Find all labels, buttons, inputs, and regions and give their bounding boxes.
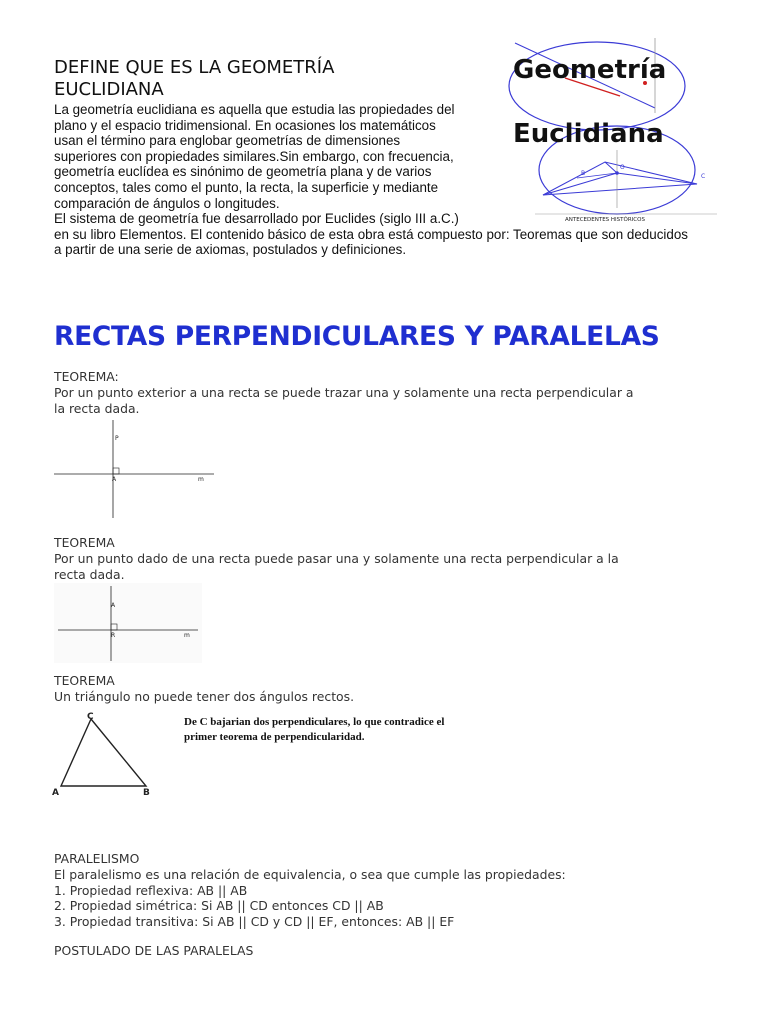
theorem-1-text: TEOREMA: Por un punto exterior a una recta se puede trazar una y solamente una recta perpendicular a la recta dada. [54, 369, 634, 416]
geometria-euclidiana-image [505, 38, 727, 222]
svg-text:A: A [52, 788, 59, 798]
postulado-heading: POSTULADO DE LAS PARALELAS [54, 943, 254, 958]
svg-text:C: C [701, 173, 706, 180]
section-heading-geometria: DEFINE QUE ES LA GEOMETRÍA EUCLIDIANA [54, 57, 335, 100]
svg-text:m: m [184, 632, 190, 639]
svg-text:B: B [143, 788, 150, 798]
svg-text:A: A [112, 476, 117, 483]
paralelismo-section: PARALELISMO El paralelismo es una relación de equivalencia, o sea que cumple las propiedades: 1. Propiedad reflexiva: AB || AB 2. Propiedad simétrica: Si AB || CD entonces CD || AB 3. Propiedad transitiva: Si AB || CD y CD || EF, entonces: AB || EF [54, 851, 566, 930]
theorem-3-triangle-figure [50, 710, 160, 798]
section-heading-rectas: RECTAS PERPENDICULARES Y PARALELAS [54, 321, 660, 352]
logo-title-euclidiana: Euclidiana [513, 119, 664, 149]
theorem-1-figure [54, 418, 218, 518]
theorem-3-text: TEOREMA Un triángulo no puede tener dos ángulos rectos. [54, 673, 355, 704]
svg-text:B: B [581, 170, 586, 177]
intro-paragraph: La geometría euclidiana es aquella que estudia las propiedades del plano y el espacio tridimensional. En ocasiones los matemáticos usan el término para englobar geometrías de dimensiones superiores con propiedades similares.Sin embargo, con frecuencia, geometría euclídea es sinónimo de geometría plana y de varios conceptos, tales como el punto, la recta, la superficie y mediante comparación de ángulos o longitudes. El sistema de geometría fue desarrollado por Euclides (siglo III a.C.) en su libro Elementos. El contenido básico de esta obra está compuesto por: Teoremas que son deducidos a partir de una serie de axiomas, postulados y definiciones. [54, 102, 688, 258]
theorem-2-figure [54, 583, 202, 663]
svg-text:A: A [111, 602, 116, 609]
svg-text:m: m [198, 476, 204, 483]
svg-text:O: O [620, 164, 625, 171]
theorem-2-text: TEOREMA Por un punto dado de una recta puede pasar una y solamente una recta perpendicular a la recta dada. [54, 535, 619, 582]
svg-text:C: C [87, 712, 94, 722]
svg-text:P: P [115, 435, 119, 442]
svg-text:R: R [111, 632, 116, 639]
logo-title-geometria: Geometría [513, 55, 667, 85]
logo-caption: ANTECEDENTES HISTÓRICOS [565, 217, 645, 222]
theorem-3-note: De C bajarian dos perpendiculares, lo que contradice el primer teorema de perpendicularidad. [184, 716, 445, 743]
